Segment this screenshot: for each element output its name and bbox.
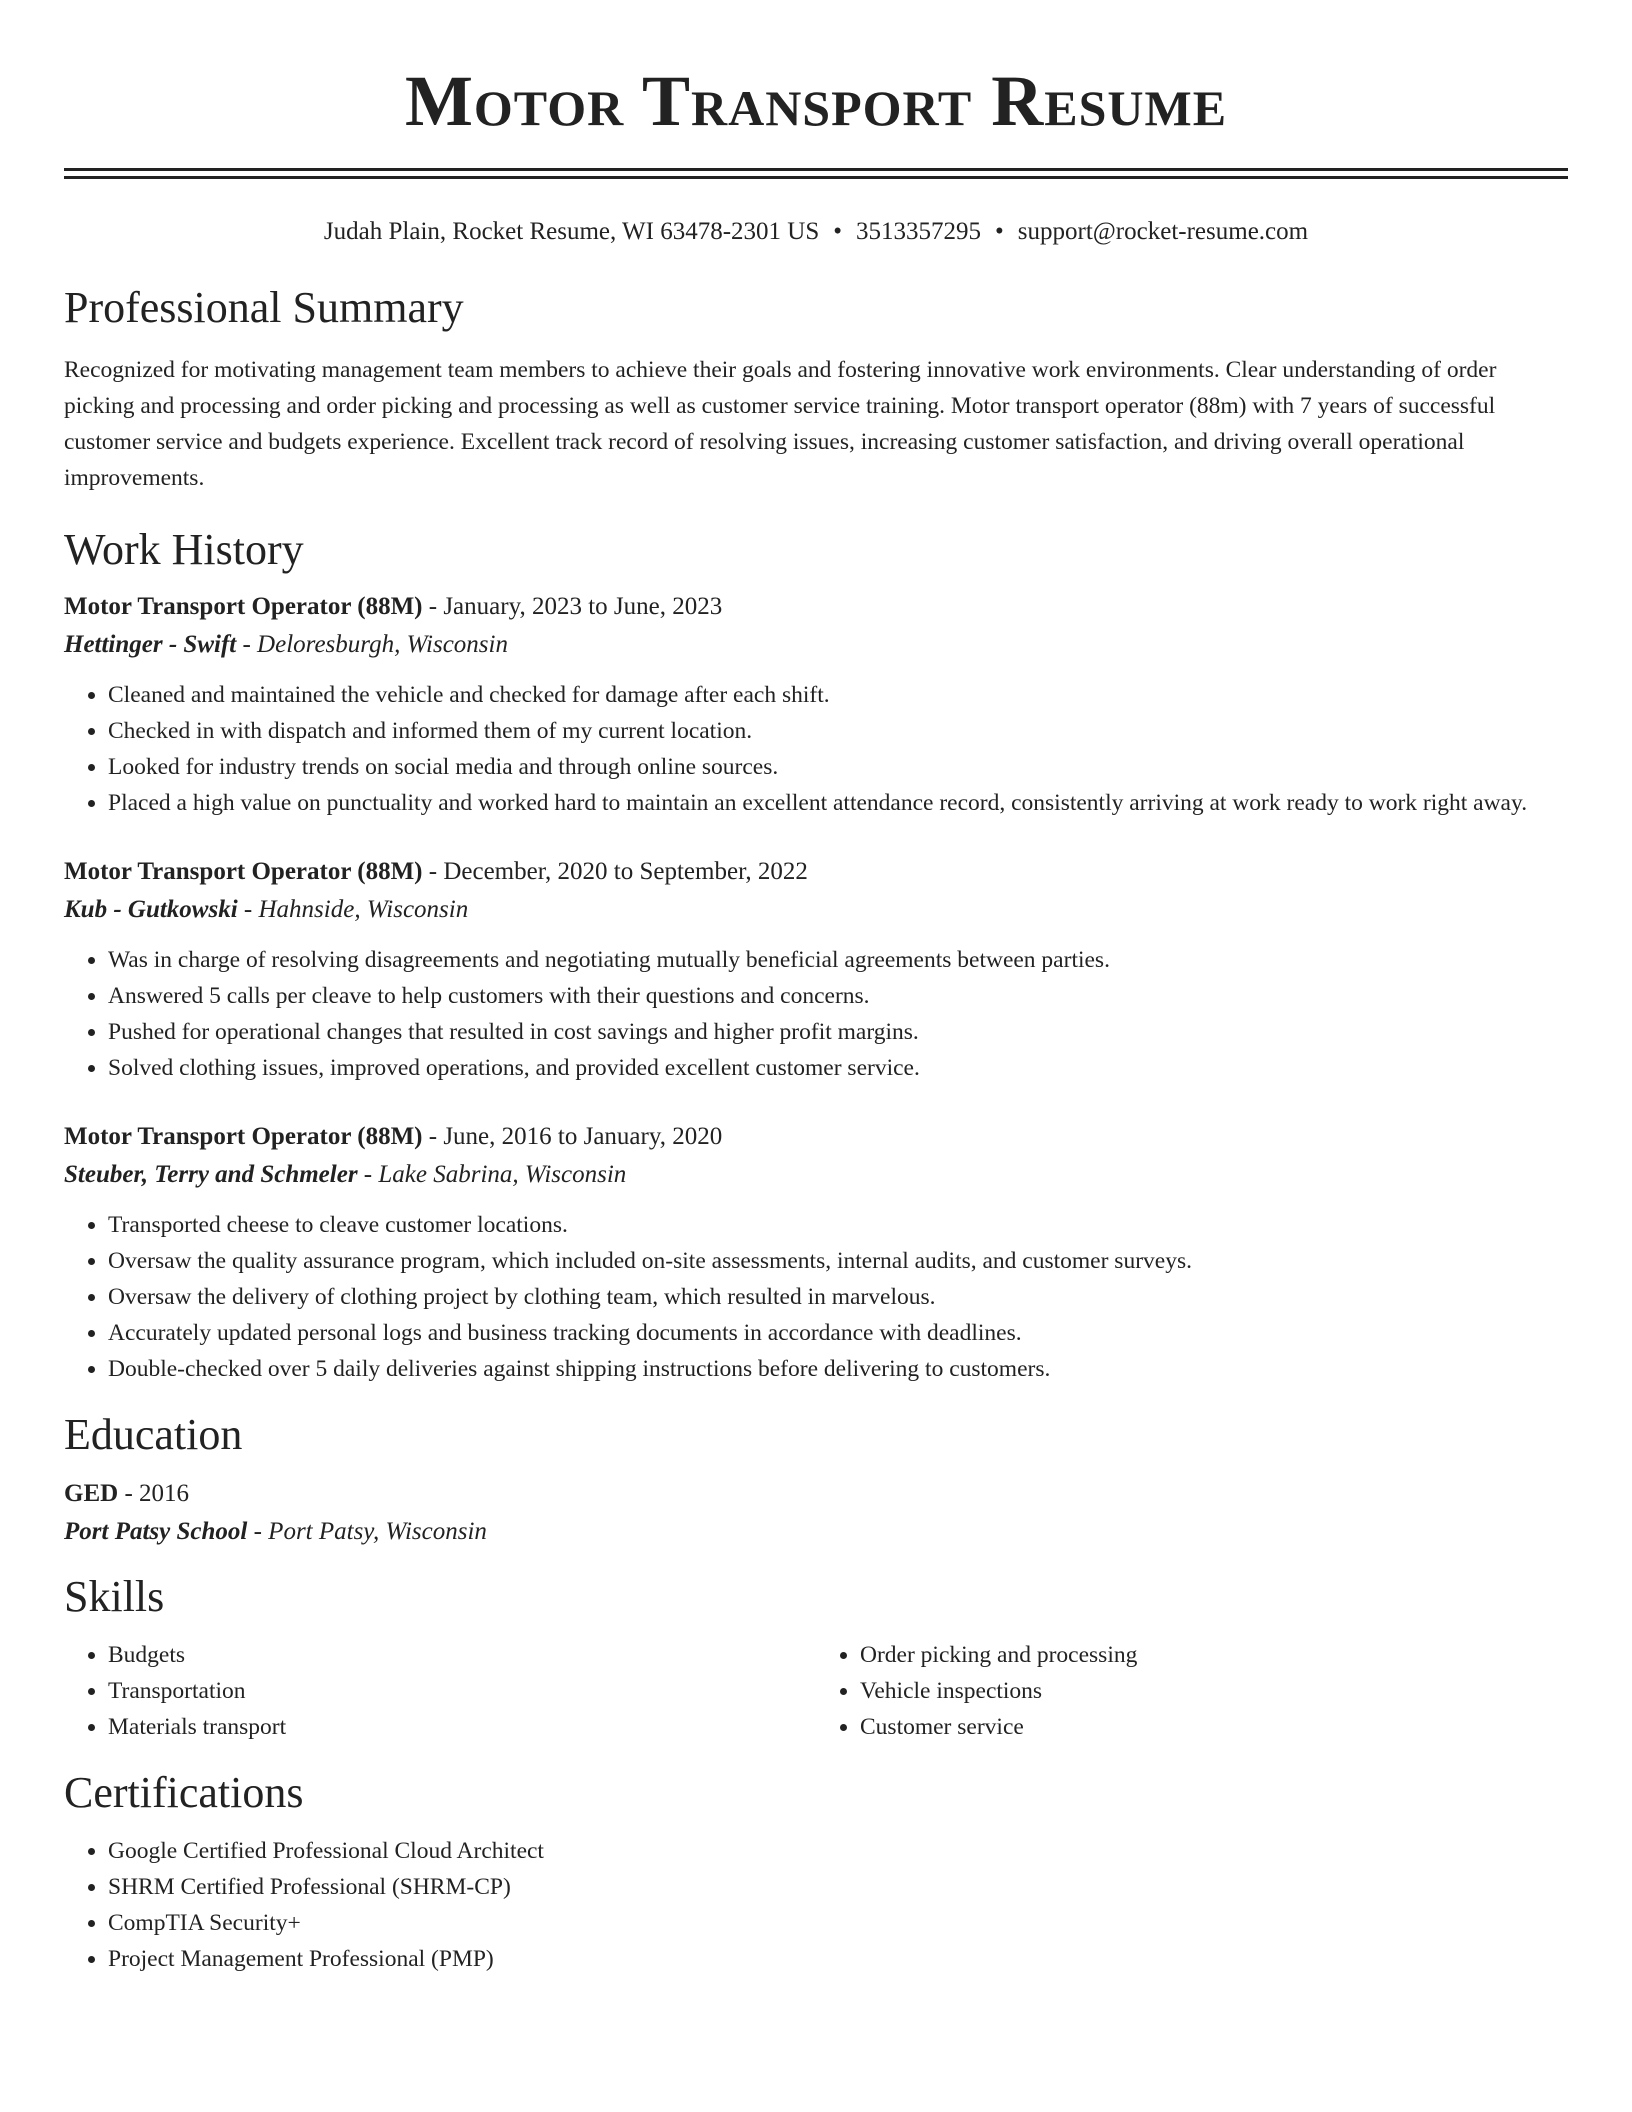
contact-separator: •: [833, 218, 843, 245]
job-dates: - December, 2020 to September, 2022: [422, 858, 808, 885]
job-company: Steuber, Terry and Schmeler: [64, 1161, 358, 1188]
job-title: Motor Transport Operator (88M): [64, 1123, 423, 1150]
list-item: • Google Certified Professional Cloud Architect: [108, 1833, 1568, 1869]
list-item: • Customer service: [860, 1709, 1568, 1745]
list-item: • Transportation: [108, 1673, 816, 1709]
education-entry: [64, 1475, 1568, 1551]
education-heading: Education: [64, 1410, 243, 1459]
list-item: • Accurately updated personal logs and business tracking documents in accordance with deadlines.: [108, 1315, 1568, 1351]
list-item: • Checked in with dispatch and informed them of my current location.: [108, 713, 1568, 749]
education-location: - Port Patsy, Wisconsin: [247, 1518, 487, 1545]
list-item: • Pushed for operational changes that resulted in cost savings and higher profit margins.: [108, 1014, 1568, 1050]
list-item: • Project Management Professional (PMP): [108, 1941, 1568, 1977]
job-company-line: [64, 1156, 1568, 1194]
education-school-line: [64, 1513, 1568, 1551]
job-title-line: [64, 588, 1568, 626]
list-item: • Cleaned and maintained the vehicle and checked for damage after each shift.: [108, 677, 1568, 713]
contact-separator: •: [995, 218, 1004, 245]
list-item: • Double-checked over 5 daily deliveries against shipping instructions before delivering to customers.: [108, 1351, 1568, 1387]
list-item: • CompTIA Security+: [108, 1905, 1568, 1941]
contact-phone: 3513357295: [856, 218, 982, 245]
job-location: - Deloresburgh, Wisconsin: [236, 631, 508, 658]
education-degree-line: [64, 1475, 1568, 1513]
job-title: Motor Transport Operator (88M): [64, 858, 423, 885]
job-bullets: [64, 1207, 1568, 1387]
contact-line: [64, 217, 1568, 247]
list-item: • Answered 5 calls per cleave to help customers with their questions and concerns.: [108, 978, 1568, 1014]
list-item: • Oversaw the quality assurance program, which included on-site assessments, internal audits, and customer surveys.: [108, 1243, 1568, 1279]
certifications-list: [64, 1833, 1568, 1977]
list-item: • Vehicle inspections: [860, 1673, 1568, 1709]
job-company-line: [64, 626, 1568, 664]
summary-heading: Professional Summary: [64, 283, 464, 332]
list-item: • Was in charge of resolving disagreements and negotiating mutually beneficial agreements between parties.: [108, 942, 1568, 978]
skills-column-left: [64, 1637, 816, 1745]
list-item: • Transported cheese to cleave customer locations.: [108, 1207, 1568, 1243]
job-title-line: [64, 1118, 1568, 1156]
list-item: • Materials transport: [108, 1709, 816, 1745]
list-item: • Budgets: [108, 1637, 816, 1673]
list-item: • Looked for industry trends on social media and through online sources.: [108, 749, 1568, 785]
skills-list: [64, 1637, 1568, 1745]
work-history-heading: Work History: [64, 525, 304, 574]
job-entry: [64, 588, 1568, 821]
title-double-rule: [64, 168, 1568, 179]
list-item: • Solved clothing issues, improved operations, and provided excellent customer service.: [108, 1050, 1568, 1086]
resume-title: Motor Transport Resume: [404, 61, 1228, 141]
job-location: - Lake Sabrina, Wisconsin: [357, 1161, 627, 1188]
list-item: • Oversaw the delivery of clothing project by clothing team, which resulted in marvelous.: [108, 1279, 1568, 1315]
job-location: - Hahnside, Wisconsin: [237, 896, 469, 923]
job-company: Hettinger - Swift: [64, 631, 237, 658]
list-item: • SHRM Certified Professional (SHRM-CP): [108, 1869, 1568, 1905]
certifications-heading: Certifications: [64, 1768, 304, 1817]
job-dates: - January, 2023 to June, 2023: [422, 593, 723, 620]
job-company: Kub - Gutkowski: [64, 896, 238, 923]
job-bullets: [64, 942, 1568, 1086]
list-item: • Placed a high value on punctuality and worked hard to maintain an excellent attendance record, consistently arriving at work ready to work right away.: [108, 785, 1568, 821]
job-entry: [64, 1118, 1568, 1387]
education-school: Port Patsy School: [64, 1518, 248, 1545]
summary-text: Recognized for motivating management team members to achieve their goals and fostering innovative work environments. Clear understanding of order picking and processing and order picking and processing as well as customer service training. Motor transport operator (88m) with 7 years of successful customer service and budgets experience. Excellent track record of resolving issues, increasing customer satisfaction, and driving overall operational improvements.: [64, 357, 1497, 491]
job-entry: [64, 853, 1568, 1086]
job-bullets: [64, 677, 1568, 821]
education-year: - 2016: [118, 1480, 190, 1507]
skills-heading: Skills: [64, 1572, 165, 1621]
job-title-line: [64, 853, 1568, 891]
education-degree: GED: [64, 1480, 119, 1507]
job-dates: - June, 2016 to January, 2020: [422, 1123, 723, 1150]
contact-email: support@rocket-resume.com: [1017, 218, 1309, 245]
job-company-line: [64, 891, 1568, 929]
list-item: • Order picking and processing: [860, 1637, 1568, 1673]
skills-column-right: [816, 1637, 1568, 1745]
contact-address: Judah Plain, Rocket Resume, WI 63478-2301 US: [323, 218, 820, 245]
job-title: Motor Transport Operator (88M): [64, 593, 423, 620]
